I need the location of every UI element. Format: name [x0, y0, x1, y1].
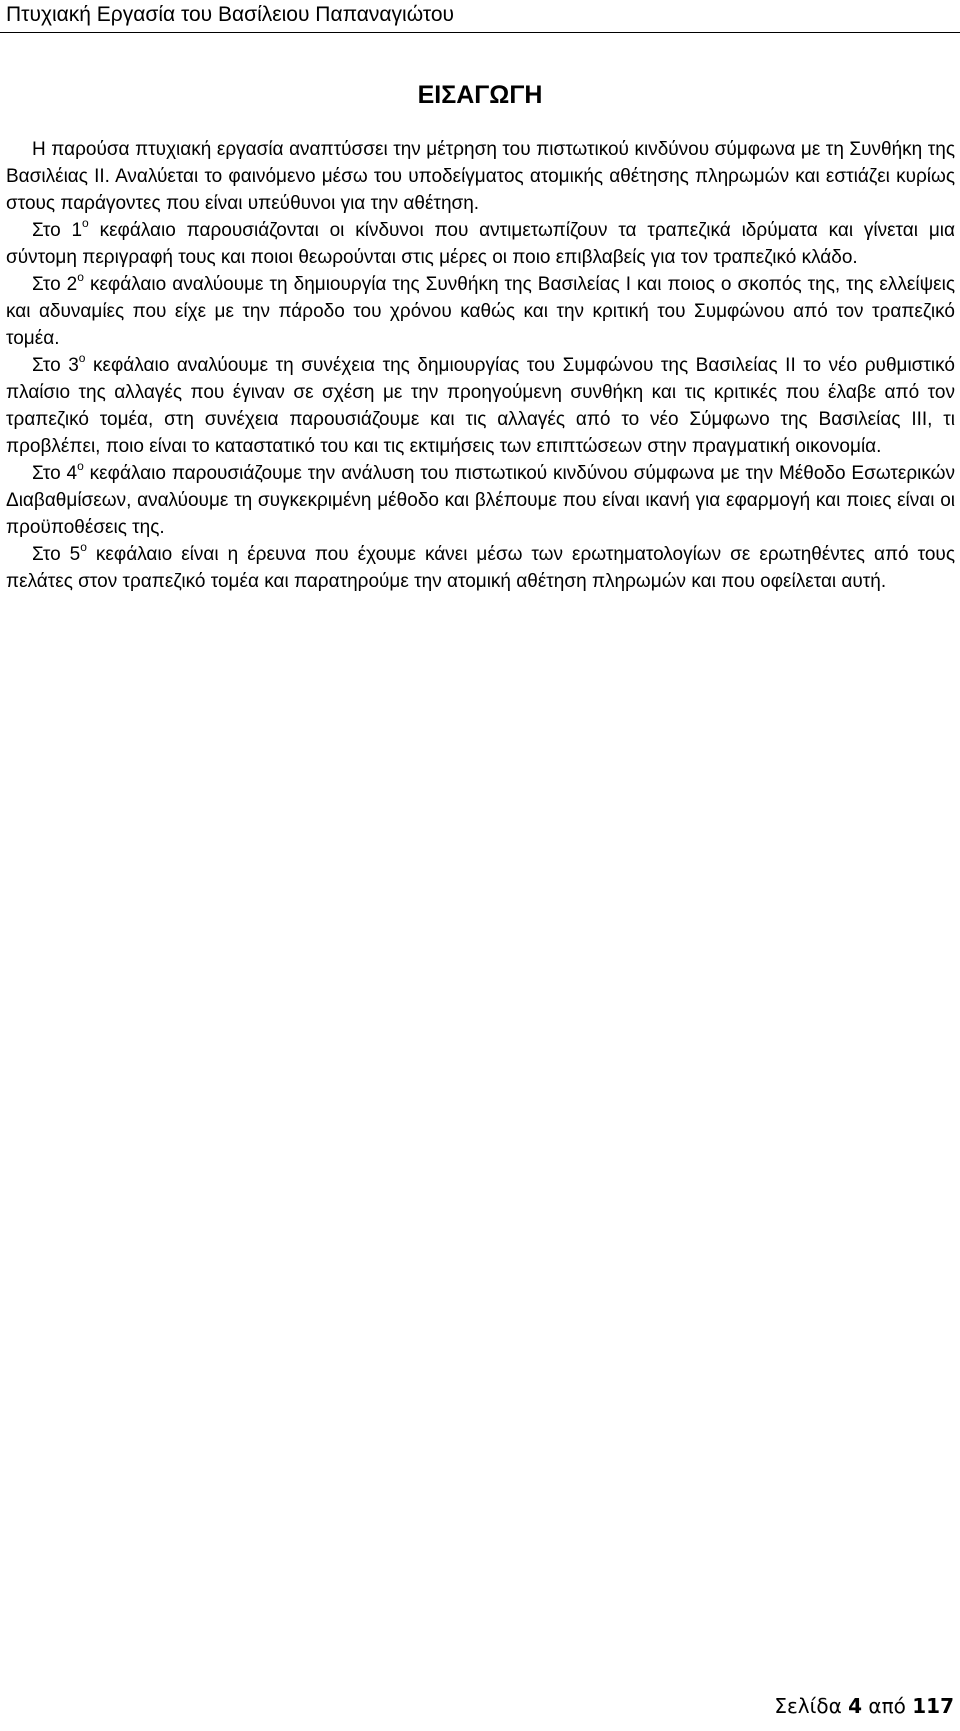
ordinal-superscript: ο: [78, 351, 86, 365]
current-page-number: 4: [848, 1694, 863, 1718]
ordinal-superscript: ο: [82, 216, 89, 230]
paragraph-chapter-5: Στο $5^o$ κεφάλαιο είναι η έρευνα που έχουμε κάνει μέσω των ερωτηματολογίων σε ερωτηθέντες από τους πελάτες στον τραπεζικό τομέα και παρατηρούμε την ατομική αθέτηση πληρωμών και που οφείλεται αυτή.: [6, 540, 955, 592]
header-divider: [0, 32, 960, 33]
paragraph-chapter-2: Στο $2^o$ κεφάλαιο αναλύουμε τη δημιουργία της Συνθήκη της Βασιλείας Ι και ποιος ο σκοπός της, της ελλείψεις και αδυναμίες που είχε με την πάροδο του χρόνου καθώς και την κριτική του Συμφώνου από τον τραπεζικό τομέα.: [6, 270, 955, 349]
page-title: ΕΙΣΑΓΩΓΗ: [417, 81, 543, 109]
running-header: [0, 0, 960, 32]
document-body: [6, 136, 955, 595]
ordinal-superscript: ο: [77, 270, 84, 284]
header-title: Πτυχιακή Εργασία του Βασίλειου Παπαναγιώτου: [6, 3, 454, 26]
total-page-count: 117: [912, 1694, 954, 1718]
paragraph-intro: Η παρούσα πτυχιακή εργασία αναπτύσσει την μέτρηση του πιστωτικού κινδύνου σύμφωνα με τη Συνθήκη της Βασιλέιας ΙΙ. Αναλύεται το φαινόμενο μέσω του υποδείγματος ατομικής αθέτησης πληρωμών και εστιάζει κυρίως στους παράγοντες που είναι υπεύθυνοι για την αθέτηση.: [6, 139, 955, 214]
page-number-footer: Σελίδα 4 από 117: [774, 1694, 954, 1718]
paragraph-chapter-1: Στο $1^o$ κεφάλαιο παρουσιάζονται οι κίνδυνοι που αντιμετωπίζουν τα τραπεζικά ιδρύματα και γίνεται μια σύντομη περιγραφή τους και ποιοι θεωρούνται στις μέρες οι ποιο επιβλαβείς για τον τραπεζικό κλάδο.: [6, 216, 955, 268]
ordinal-superscript: ο: [77, 459, 84, 473]
ordinal-superscript: ο: [80, 540, 87, 554]
paragraph-chapter-3: Στο $3^o$ κεφάλαιο αναλύουμε τη συνέχεια της δημιουργίας του Συμφώνου της Βασιλείας ΙΙ το νέο ρυθμιστικό πλαίσιο της αλλαγές που έγιναν σε σχέση με την προηγούμενη συνθήκη και τις κριτικές που έλαβε από τον τραπεζικό τομέα, στη συνέχεια παρουσιάζουμε και τις αλλαγές από το νέο Σύμφωνο της Βασιλείας ΙΙΙ, τι προβλέπει, ποιο είναι το καταστατικό του και τις εκτιμήσεις των επιπτώσεων στην πραγματική οικονομία.: [6, 351, 955, 457]
paragraph-chapter-4: Στο $4^o$ κεφάλαιο παρουσιάζουμε την ανάλυση του πιστωτικού κινδύνου σύμφωνα με την Μέθοδο Εσωτερικών Διαβαθμίσεων, αναλύουμε τη συγκεκριμένη μέθοδο και βλέπουμε που είναι ικανή για εφαρμογή και ποιες είναι οι προϋποθέσεις της.: [6, 459, 955, 538]
